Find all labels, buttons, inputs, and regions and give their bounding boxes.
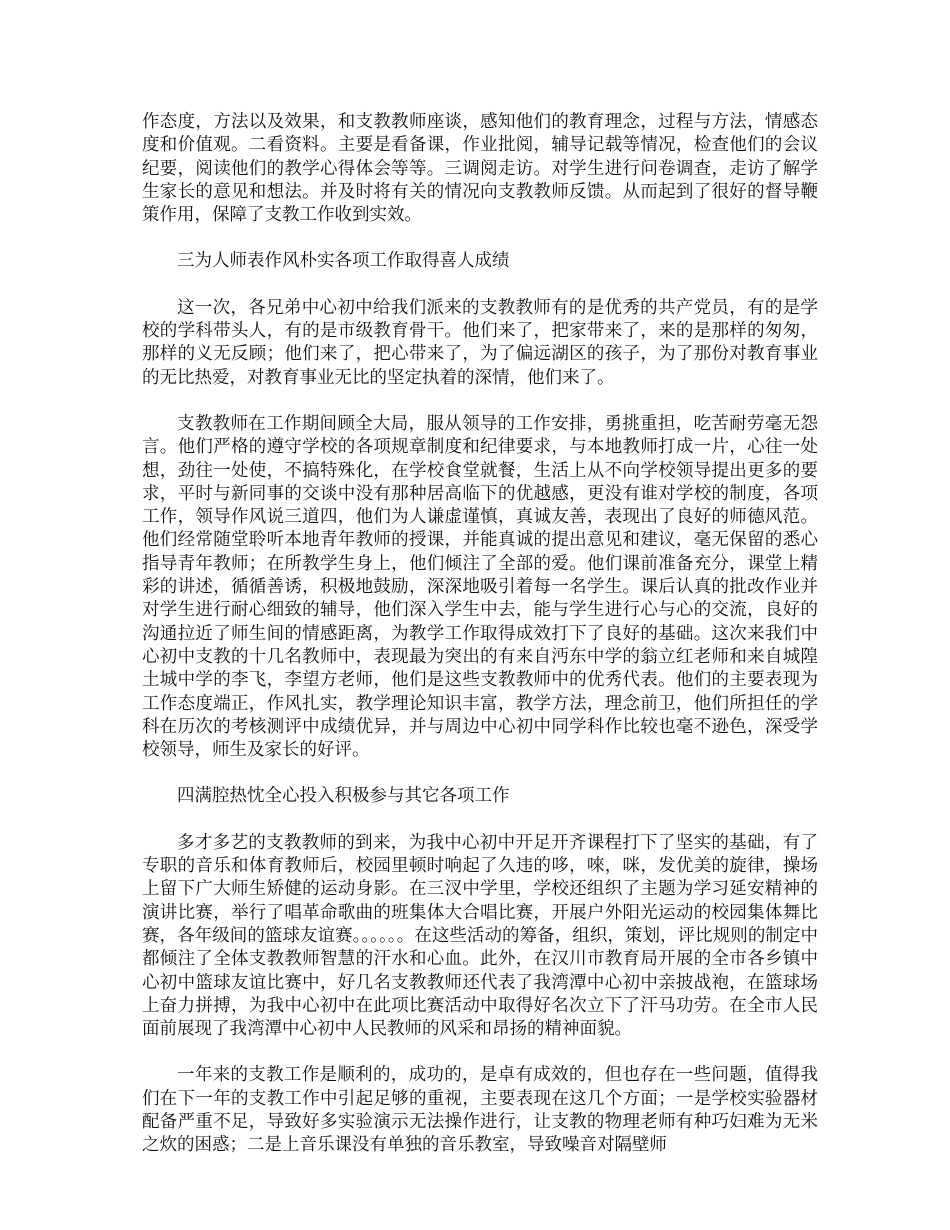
section-heading-4: 四满腔热忱全心投入积极参与其它各项工作 xyxy=(177,786,510,807)
paragraph-intro: 作态度，方法以及效果，和支教教师座谈，感知他们的教育理念，过程与方法，情感态度和价值观。二看资料。主要是看备课，作业批阅，辅导记载等情况，检查他们的会议纪要，阅读他们的教学心得体会等等。三调阅走访。对学生进行问卷调查，走访了解学生家长的意见和想法。并及时将有关的情况向支教教师反馈。从而起到了很好的督导鞭策作用，保障了支教工作收到实效。 xyxy=(142,112,818,226)
paragraph-problems: 一年来的支教工作是顺利的，成功的，是卓有成效的，但也存在一些问题，值得我们在下一年的支教工作中引起足够的重视，主要表现在这几个方面；一是学校实验器材配备严重不足，导致好多实验演示无法操作进行，让支教的物理老师有种巧妇难为无米之炊的困惑；二是上音乐课没有单独的音乐教室，导致噪音对隔壁师 xyxy=(142,1065,818,1156)
paragraph-activities: 多才多艺的支教教师的到来，为我中心初中开足开齐课程打下了坚实的基础，有了专职的音乐和体育教师后，校园里顿时响起了久违的哆，唻，咪，发优美的旋律，操场上留下广大师生矫健的运动身影。在三汊中学里，学校还组织了主题为学习延安精神的演讲比赛，举行了唱革命歌曲的班集体大合唱比赛，开展户外阳光运动的校园集体舞比赛，各年级间的篮球友谊赛。。。。。。在这些活动的筹备，组织，策划，评比规则的制定中都倾注了全体支教教师智慧的汗水和心血。此外，在汉川市教育局开展的全市各乡镇中心初中篮球友谊比赛中，好几名支教教师还代表了我湾潭中心初中亲披战袍，在篮球场上奋力拼搏，为我中心初中在此项比赛活动中取得好名次立下了汗马功劳。在全市人民面前展现了我湾潭中心初中人民教师的风采和昂扬的精神面貌。 xyxy=(142,832,818,1040)
paragraph-teachers-arrival: 这一次，各兄弟中心初中给我们派来的支教教师有的是优秀的共产党员，有的是学校的学科带头人，有的是市级教育骨干。他们来了，把家带来了，来的是那样的匆匆，那样的义无反顾；他们来了，把心带来了，为了偏远湖区的孩子，为了那份对教育事业的无比热爱，对教育事业无比的坚定执着的深情，他们来了。 xyxy=(142,297,818,388)
paragraph-teacher-conduct: 支教教师在工作期间顾全大局，服从领导的工作安排，勇挑重担，吃苦耐劳毫无怨言。他们严格的遵守学校的各项规章制度和纪律要求，与本地教师打成一片，心往一处想，劲往一处使，不搞特殊化，在学校食堂就餐，生活上从不向学校领导提出更多的要求，平时与新同事的交谈中没有那种居高临下的优越感，更没有谁对学校的制度，各项工作，领导作风说三道四，他们为人谦虚谨慎，真诚友善，表现出了良好的师德风范。他们经常随堂聆听本地青年教师的授课，并能真诚的提出意见和建议，毫无保留的悉心指导青年教师；在所教学生身上，他们倾注了全部的爱。他们课前准备充分，课堂上精彩的讲述，循循善诱，积极地鼓励，深深地吸引着每一名学生。课后认真的批改作业并对学生进行耐心细致的辅导，他们深入学生中去，能与学生进行心与心的交流，良好的沟通拉近了师生间的情感距离，为教学工作取得成效打下了良好的基础。这次来我们中心初中支教的十几名教师中，表现最为突出的有来自沔东中学的翁立红老师和来自城隍土城中学的李飞，李望方老师，他们是这些支教教师中的优秀代表。他们的主要表现为工作态度端正，作风扎实，教学理论知识丰富，教学方法，理念前卫，他们所担任的学科在历次的考核测评中成绩优异，并与周边中心初中同学科作比较也毫不逊色，深受学校领导，师生及家长的好评。 xyxy=(142,413,818,761)
section-heading-3: 三为人师表作风朴实各项工作取得喜人成绩 xyxy=(177,251,510,272)
document-page xyxy=(142,111,818,1158)
